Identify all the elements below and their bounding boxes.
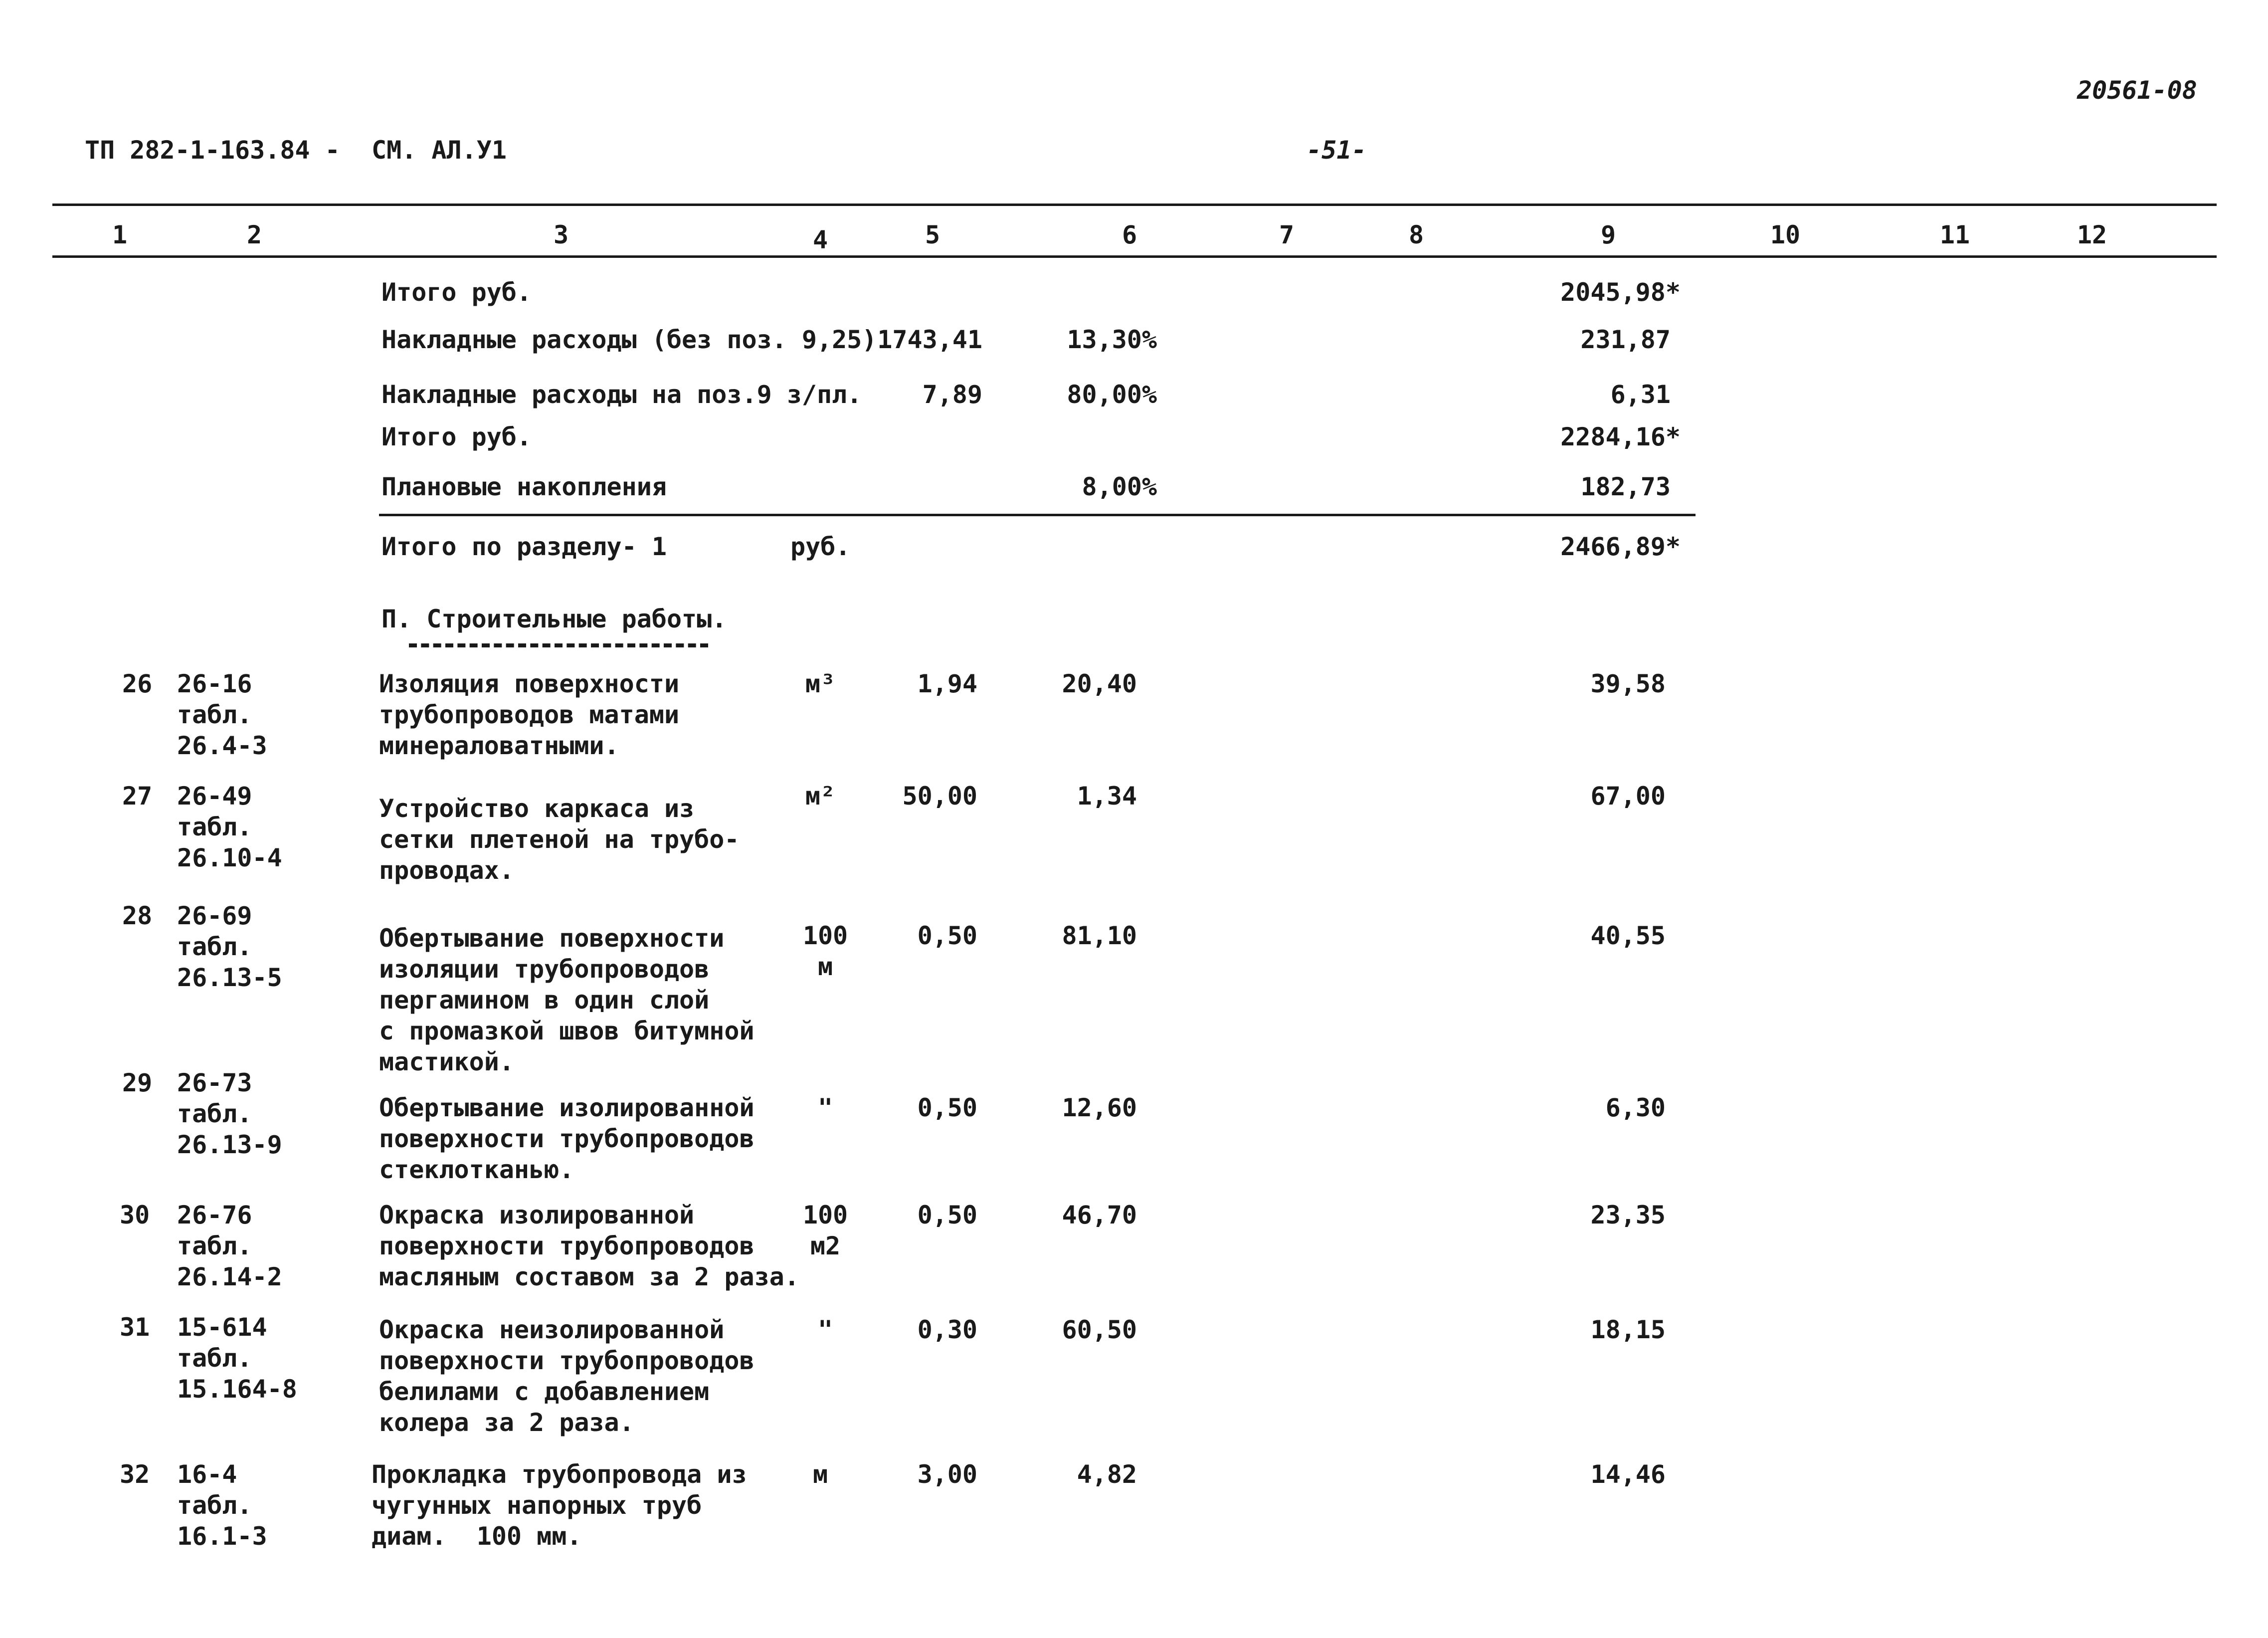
row-description: Изоляция поверхности трубопроводов матами минераловатными. [379, 669, 680, 760]
row-price: 20,40 [1062, 669, 1137, 698]
summary-label: Накладные расходы (без поз. 9,25) [381, 325, 877, 354]
column-header-4: 4 [812, 225, 828, 254]
row-price: 60,50 [1062, 1315, 1137, 1344]
row-number: 26 [122, 669, 153, 698]
row-description: Устройство каркаса из сетки плетеной на трубо- проводах. [379, 794, 740, 885]
summary-rate: 8,00% [1082, 472, 1157, 501]
column-header-11: 11 [1939, 220, 1970, 249]
column-header-12: 12 [2077, 220, 2107, 249]
row-code: 26-76 табл. 26.14-2 [177, 1201, 282, 1291]
row-number: 29 [122, 1068, 153, 1097]
row-quantity: 3,00 [917, 1460, 977, 1489]
row-quantity: 0,50 [917, 1093, 977, 1122]
row-code: 26-16 табл. 26.4-3 [177, 669, 267, 760]
section-total-label: Итого по разделу- 1 [381, 532, 667, 561]
row-unit: 100 м [802, 921, 848, 981]
row-code: 15-614 табл. 15.164-8 [177, 1313, 297, 1404]
summary-label: Итого руб. [381, 422, 532, 451]
summary-base: 1743,41 [877, 325, 982, 354]
sheet-reference: СМ. АЛ.У1 [372, 136, 507, 165]
row-unit: м² [805, 782, 836, 811]
header-bottom-rule [52, 255, 2217, 258]
summary-total: 231,87 [1580, 325, 1671, 354]
column-header-9: 9 [1600, 220, 1616, 249]
summary-label: Накладные расходы на поз.9 з/пл. [381, 380, 862, 409]
column-header-10: 10 [1770, 220, 1801, 249]
summary-total: 2284,16* [1560, 422, 1681, 451]
row-number: 27 [122, 782, 153, 811]
section-total-unit: руб. [790, 532, 851, 561]
row-price: 46,70 [1062, 1201, 1137, 1229]
row-quantity: 50,00 [902, 782, 977, 811]
section-total-value: 2466,89* [1560, 532, 1681, 561]
row-number: 28 [122, 901, 153, 930]
section-total-rule [379, 514, 1696, 516]
summary-rate: 13,30% [1067, 325, 1157, 354]
row-quantity: 1,94 [917, 669, 977, 698]
row-unit: " [817, 1315, 833, 1344]
row-total: 67,00 [1590, 782, 1666, 811]
section-title-underline [409, 643, 708, 647]
row-total: 18,15 [1590, 1315, 1666, 1344]
row-price: 81,10 [1062, 921, 1137, 950]
row-description: Окраска изолированной поверхности трубопроводов масляным составом за 2 раза. [379, 1201, 799, 1291]
row-description: Окраска неизолированной поверхности трубопроводов белилами с добавлением колера за 2 раза. [379, 1315, 755, 1437]
column-header-7: 7 [1279, 220, 1295, 249]
row-number: 31 [120, 1313, 150, 1342]
row-quantity: 0,50 [917, 1201, 977, 1229]
column-header-8: 8 [1408, 220, 1424, 249]
row-code: 16-4 табл. 16.1-3 [177, 1460, 267, 1551]
column-header-6: 6 [1122, 220, 1137, 249]
row-code: 26-69 табл. 26.13-5 [177, 901, 282, 992]
row-unit: м [812, 1460, 828, 1489]
section-title: П. Строительные работы. [381, 605, 727, 633]
header-top-rule [52, 204, 2217, 206]
row-quantity: 0,30 [917, 1315, 977, 1344]
summary-rate: 80,00% [1067, 380, 1157, 409]
summary-base: 7,89 [922, 380, 982, 409]
row-price: 12,60 [1062, 1093, 1137, 1122]
row-price: 4,82 [1077, 1460, 1137, 1489]
row-description: Прокладка трубопровода из чугунных напорных труб диам. 100 мм. [372, 1460, 747, 1551]
summary-total: 2045,98* [1560, 278, 1681, 307]
row-number: 32 [120, 1460, 150, 1489]
row-total: 23,35 [1590, 1201, 1666, 1229]
row-total: 6,30 [1605, 1093, 1666, 1122]
row-total: 40,55 [1590, 921, 1666, 950]
row-description: Обертывание изолированной поверхности трубопроводов стеклотканью. [379, 1093, 755, 1184]
column-header-5: 5 [925, 220, 941, 249]
page-number: -51- [1307, 136, 1367, 165]
row-total: 39,58 [1590, 669, 1666, 698]
row-description: Обертывание поверхности изоляции трубопроводов пергамином в один слой с промазкой швов битумной мастикой. [379, 924, 755, 1076]
summary-label: Итого руб. [381, 278, 532, 307]
row-unit: м³ [805, 669, 836, 698]
row-code: 26-49 табл. 26.10-4 [177, 782, 282, 872]
archive-number: 20561-08 [2077, 76, 2197, 105]
row-price: 1,34 [1077, 782, 1137, 811]
column-header-2: 2 [246, 220, 262, 249]
row-unit: " [817, 1093, 833, 1122]
document-code: ТП 282-1-163.84 - [85, 136, 340, 165]
summary-total: 182,73 [1580, 472, 1671, 501]
summary-label: Плановые накопления [381, 472, 667, 501]
row-total: 14,46 [1590, 1460, 1666, 1489]
column-header-3: 3 [553, 220, 569, 249]
column-header-1: 1 [112, 220, 128, 249]
row-number: 30 [120, 1201, 150, 1229]
row-code: 26-73 табл. 26.13-9 [177, 1068, 282, 1159]
summary-total: 6,31 [1610, 380, 1671, 409]
row-unit: 100 м2 [802, 1201, 848, 1260]
row-quantity: 0,50 [917, 921, 977, 950]
